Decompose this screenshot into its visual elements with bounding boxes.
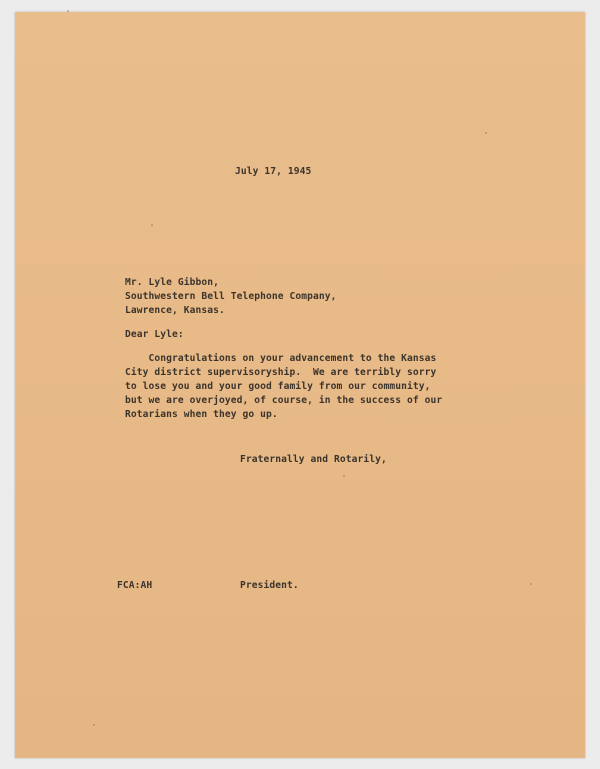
paper-speck (93, 724, 95, 726)
signature-title: President. (240, 580, 299, 591)
paper-speck (343, 475, 345, 477)
body-line: to lose you and your good family from our community, (125, 381, 431, 392)
body-line: Rotarians when they go up. (125, 409, 278, 420)
closing: Fraternally and Rotarily, (240, 454, 387, 465)
salutation: Dear Lyle: (125, 329, 184, 340)
recipient-line: Southwestern Bell Telephone Company, (125, 291, 337, 302)
letter-date: July 17, 1945 (235, 166, 312, 177)
recipient-line: Lawrence, Kansas. (125, 305, 225, 316)
paper-speck (151, 224, 153, 226)
paper-speck (530, 583, 532, 585)
body-line: but we are overjoyed, of course, in the success of our (125, 395, 443, 406)
recipient-line: Mr. Lyle Gibbon, (125, 277, 220, 288)
body-line: City district supervisoryship. We are terribly sorry (125, 367, 437, 378)
typist-initials: FCA:AH (117, 580, 153, 591)
letter-page (15, 12, 585, 758)
paper-speck (485, 132, 487, 134)
body-line: Congratulations on your advancement to the Kansas (125, 353, 437, 364)
paper-speck (67, 10, 69, 12)
